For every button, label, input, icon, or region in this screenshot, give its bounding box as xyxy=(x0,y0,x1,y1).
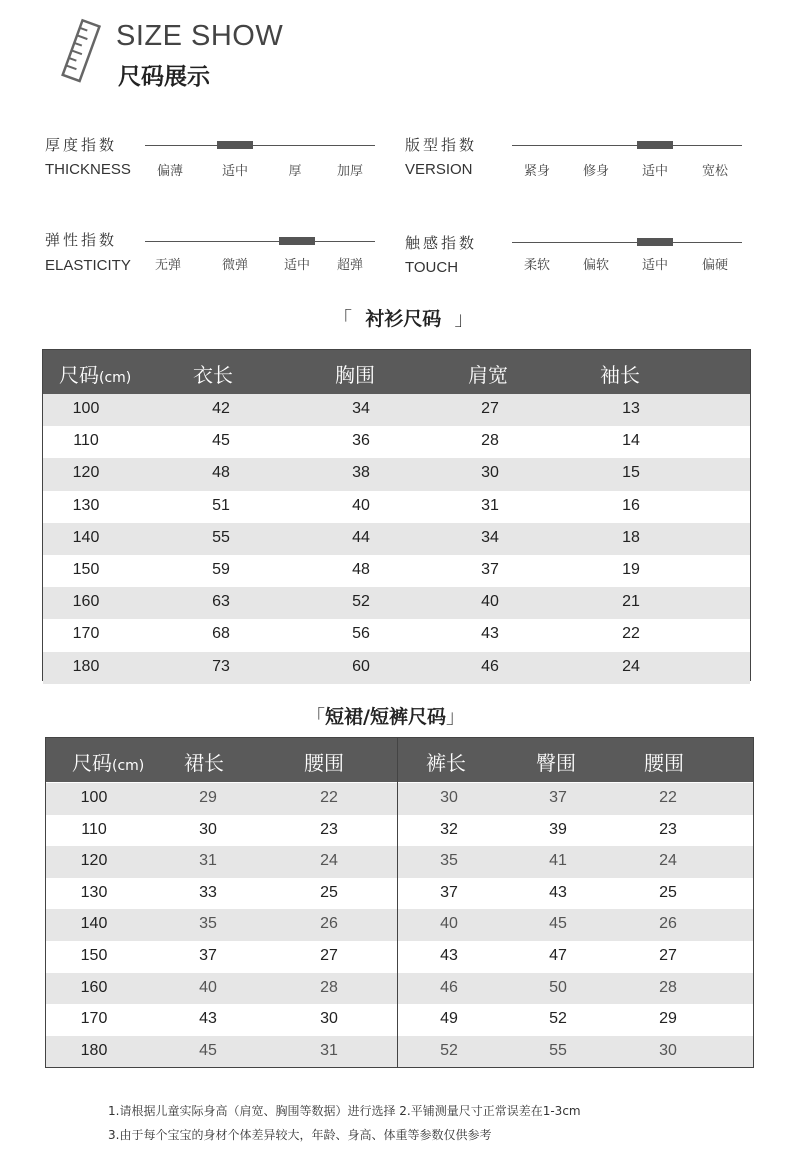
table-cell: 29 xyxy=(659,1010,677,1028)
index-option: 偏软 xyxy=(582,258,610,273)
title-english: SIZE SHOW xyxy=(116,20,284,52)
table-cell: 120 xyxy=(72,464,100,482)
table-cell: 63 xyxy=(212,593,230,611)
table-cell: 18 xyxy=(622,528,640,546)
table-row xyxy=(43,652,750,684)
table-cell: 28 xyxy=(320,978,338,996)
table-cell: 38 xyxy=(352,464,370,482)
table-cell: 34 xyxy=(352,400,370,417)
table-cell: 47 xyxy=(549,947,567,964)
table-row xyxy=(43,523,750,555)
index-label-en: THICKNESS xyxy=(45,161,131,178)
table-cell: 140 xyxy=(80,915,108,933)
table-cell: 140 xyxy=(72,528,100,546)
unit-label: (cm) xyxy=(112,758,145,774)
table-cell: 25 xyxy=(320,883,338,901)
shirt-section-title: 「 衬衫尺码 」 xyxy=(333,308,474,330)
index-label-cn: 触感指数 xyxy=(405,234,478,252)
table-row xyxy=(43,394,750,426)
table-cell: 49 xyxy=(440,1010,458,1028)
table-cell: 170 xyxy=(80,1010,108,1028)
table-row xyxy=(43,458,750,490)
table-row xyxy=(46,973,753,1005)
table-cell: 51 xyxy=(212,496,230,514)
table-cell: 180 xyxy=(72,657,100,675)
table-cell: 110 xyxy=(73,432,99,450)
column-divider xyxy=(397,738,398,1067)
column-header: 衣长 xyxy=(193,363,233,387)
shirt-size-table xyxy=(42,349,751,681)
table-cell: 23 xyxy=(320,820,338,838)
table-cell: 100 xyxy=(80,789,108,806)
table-cell: 37 xyxy=(549,789,567,806)
table-cell: 35 xyxy=(199,915,217,933)
index-selected-marker xyxy=(637,238,673,246)
table-cell: 43 xyxy=(481,625,499,643)
table-cell: 180 xyxy=(80,1041,108,1059)
table-cell: 170 xyxy=(72,625,100,643)
table-cell: 31 xyxy=(481,496,499,514)
table-cell: 24 xyxy=(659,852,677,870)
table-cell: 21 xyxy=(622,593,640,611)
table-cell: 150 xyxy=(80,947,108,964)
index-selected-marker xyxy=(217,141,253,149)
table-cell: 26 xyxy=(320,915,338,933)
index-label-en: TOUCH xyxy=(405,259,459,276)
table-cell: 25 xyxy=(659,883,677,901)
index-option: 紧身 xyxy=(523,164,551,179)
table-cell: 30 xyxy=(659,1041,677,1059)
table-cell: 44 xyxy=(352,528,370,546)
index-label-en: VERSION xyxy=(405,161,473,178)
table-cell: 32 xyxy=(440,820,458,838)
table-row xyxy=(43,491,750,523)
index-option: 适中 xyxy=(221,164,249,179)
index-option: 微弹 xyxy=(221,258,249,273)
index-option: 厚 xyxy=(288,164,302,179)
column-header: 裤长 xyxy=(426,751,466,775)
table-header xyxy=(46,738,753,782)
table-cell: 100 xyxy=(72,400,100,417)
table-row xyxy=(46,941,753,973)
table-cell: 24 xyxy=(320,852,338,870)
table-row xyxy=(43,619,750,651)
table-header xyxy=(43,350,750,394)
table-cell: 130 xyxy=(80,883,108,901)
table-cell: 40 xyxy=(352,496,370,514)
column-header: 尺码(cm) xyxy=(72,751,145,775)
index-selected-marker xyxy=(279,237,315,245)
table-cell: 31 xyxy=(320,1041,338,1059)
table-cell: 130 xyxy=(72,496,100,514)
table-row xyxy=(43,426,750,458)
table-cell: 30 xyxy=(199,820,217,838)
index-track xyxy=(512,145,742,146)
table-cell: 43 xyxy=(549,883,567,901)
index-track xyxy=(145,145,375,146)
table-cell: 15 xyxy=(622,464,640,482)
table-cell: 24 xyxy=(622,657,640,675)
table-cell: 14 xyxy=(622,432,640,450)
table-cell: 55 xyxy=(212,528,230,546)
title-chinese: 尺码展示 xyxy=(118,64,210,90)
table-cell: 33 xyxy=(199,883,217,901)
table-cell: 52 xyxy=(352,593,370,611)
table-cell: 30 xyxy=(481,464,499,482)
table-cell: 45 xyxy=(199,1041,217,1059)
index-label-cn: 版型指数 xyxy=(405,136,478,154)
table-cell: 43 xyxy=(199,1010,217,1028)
table-cell: 46 xyxy=(440,978,458,996)
table-cell: 37 xyxy=(199,947,217,964)
table-cell: 26 xyxy=(659,915,677,933)
ruler-icon xyxy=(58,18,106,84)
table-cell: 55 xyxy=(549,1041,567,1059)
table-cell: 120 xyxy=(80,852,108,870)
note-line-2: 3.由于每个宝宝的身材个体差异较大，年龄、身高、体重等参数仅供参考 xyxy=(108,1128,492,1142)
table-cell: 27 xyxy=(659,947,677,964)
table-cell: 22 xyxy=(622,625,640,643)
table-cell: 40 xyxy=(481,593,499,611)
index-option: 无弹 xyxy=(154,258,182,273)
table-cell: 42 xyxy=(212,400,230,417)
table-row xyxy=(46,1004,753,1036)
table-cell: 59 xyxy=(212,561,230,578)
table-cell: 110 xyxy=(81,820,107,838)
table-row xyxy=(46,909,753,941)
index-option: 适中 xyxy=(641,258,669,273)
column-header: 尺码(cm) xyxy=(59,363,132,387)
column-header: 裙长 xyxy=(184,751,224,775)
table-cell: 150 xyxy=(72,561,100,578)
table-cell: 160 xyxy=(80,978,108,996)
table-row xyxy=(46,783,753,815)
table-cell: 36 xyxy=(352,432,370,450)
table-cell: 22 xyxy=(320,789,338,806)
table-row xyxy=(46,1036,753,1068)
index-option: 适中 xyxy=(641,164,669,179)
table-cell: 19 xyxy=(622,561,640,578)
table-cell: 13 xyxy=(622,400,640,417)
table-row xyxy=(46,878,753,910)
table-cell: 160 xyxy=(72,593,100,611)
column-header: 胸围 xyxy=(335,363,375,387)
table-cell: 34 xyxy=(481,528,499,546)
index-option: 超弹 xyxy=(336,258,364,273)
index-label-en: ELASTICITY xyxy=(45,257,131,274)
table-cell: 52 xyxy=(549,1010,567,1028)
table-cell: 68 xyxy=(212,625,230,643)
table-cell: 56 xyxy=(352,625,370,643)
index-track xyxy=(145,241,375,242)
table-cell: 40 xyxy=(199,978,217,996)
table-cell: 31 xyxy=(199,852,217,870)
table-row xyxy=(43,555,750,587)
column-header: 腰围 xyxy=(304,751,344,775)
table-cell: 43 xyxy=(440,947,458,964)
table-row xyxy=(46,815,753,847)
index-option: 柔软 xyxy=(523,258,551,273)
table-row xyxy=(46,846,753,878)
table-cell: 16 xyxy=(622,496,640,514)
table-cell: 46 xyxy=(481,657,499,675)
table-cell: 23 xyxy=(659,820,677,838)
unit-label: (cm) xyxy=(99,370,132,386)
bottoms-section-title: 「短裙/短裤尺码」 xyxy=(306,706,465,728)
table-cell: 48 xyxy=(352,561,370,578)
note-line-1: 1.请根据儿童实际身高（肩宽、胸围等数据）进行选择 2.平铺测量尺寸正常误差在1-3cm xyxy=(108,1104,581,1118)
column-header: 腰围 xyxy=(644,751,684,775)
table-cell: 35 xyxy=(440,852,458,870)
table-cell: 27 xyxy=(481,400,499,417)
table-cell: 45 xyxy=(549,915,567,933)
table-cell: 52 xyxy=(440,1041,458,1059)
table-cell: 28 xyxy=(481,432,499,450)
index-label-cn: 弹性指数 xyxy=(45,231,118,249)
index-selected-marker xyxy=(637,141,673,149)
index-option: 加厚 xyxy=(336,164,364,179)
table-cell: 73 xyxy=(212,657,230,675)
index-option: 宽松 xyxy=(701,164,729,179)
index-option: 适中 xyxy=(283,258,311,273)
index-option: 偏硬 xyxy=(701,258,729,273)
table-cell: 30 xyxy=(440,789,458,806)
table-cell: 37 xyxy=(440,883,458,901)
table-row xyxy=(43,587,750,619)
table-cell: 39 xyxy=(549,820,567,838)
index-label-cn: 厚度指数 xyxy=(45,136,118,154)
table-cell: 27 xyxy=(320,947,338,964)
table-cell: 50 xyxy=(549,978,567,996)
table-cell: 60 xyxy=(352,657,370,675)
column-header: 肩宽 xyxy=(468,363,508,387)
table-cell: 29 xyxy=(199,789,217,806)
table-cell: 22 xyxy=(659,789,677,806)
table-cell: 40 xyxy=(440,915,458,933)
bottoms-size-table xyxy=(45,737,754,1068)
table-cell: 45 xyxy=(212,432,230,450)
table-cell: 28 xyxy=(659,978,677,996)
table-cell: 41 xyxy=(549,852,567,870)
column-header: 臀围 xyxy=(536,751,576,775)
column-header: 袖长 xyxy=(600,363,640,387)
table-cell: 37 xyxy=(481,561,499,578)
table-cell: 48 xyxy=(212,464,230,482)
index-option: 偏薄 xyxy=(156,164,184,179)
table-cell: 30 xyxy=(320,1010,338,1028)
index-option: 修身 xyxy=(582,164,610,179)
index-track xyxy=(512,242,742,243)
